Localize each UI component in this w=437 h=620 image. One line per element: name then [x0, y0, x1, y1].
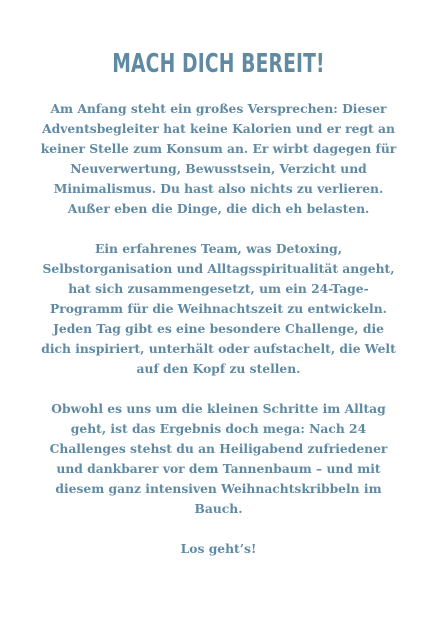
paragraph-spacer	[38, 219, 399, 239]
paragraph-spacer	[38, 379, 399, 399]
paragraph-closing: Los geht’s!	[180, 541, 257, 556]
body-text	[38, 99, 399, 559]
paragraph-challenge: Jeden Tag gibt es eine besondere Challenge, die dich inspiriert, unterhält oder aufstachelt, die Welt auf den Kopf zu stellen.	[41, 321, 396, 376]
paragraph-spacer	[38, 519, 399, 539]
paragraph-result: Obwohl es uns um die kleinen Schritte im Alltag geht, ist das Ergebnis doch mega: Nach 24 Challenges stehst du an Heiligabend zufriedener und dankbarer vor dem Tannenbaum – und mit diesem ganz intensiven Weihnachtskribbeln im Bauch.	[49, 401, 388, 516]
paragraph-intro: Am Anfang steht ein großes Versprechen: Dieser Adventsbegleiter hat keine Kalorien und er regt an keiner Stelle zum Konsum an. Er wirbt dagegen für Neuverwertung, Bewusstsein, Verzicht und Minimalismus. Du hast also nichts zu verlieren. Außer eben die Dinge, die dich eh belasten.	[40, 101, 397, 216]
page-title: MACH DICH BEREIT!	[112, 49, 325, 79]
paragraph-team: Ein erfahrenes Team, was Detoxing, Selbstorganisation und Alltagsspiritualität angeht, hat sich zusammengesetzt, um ein 24-Tage-Programm für die Weihnachtszeit zu entwickeln.	[42, 241, 395, 316]
